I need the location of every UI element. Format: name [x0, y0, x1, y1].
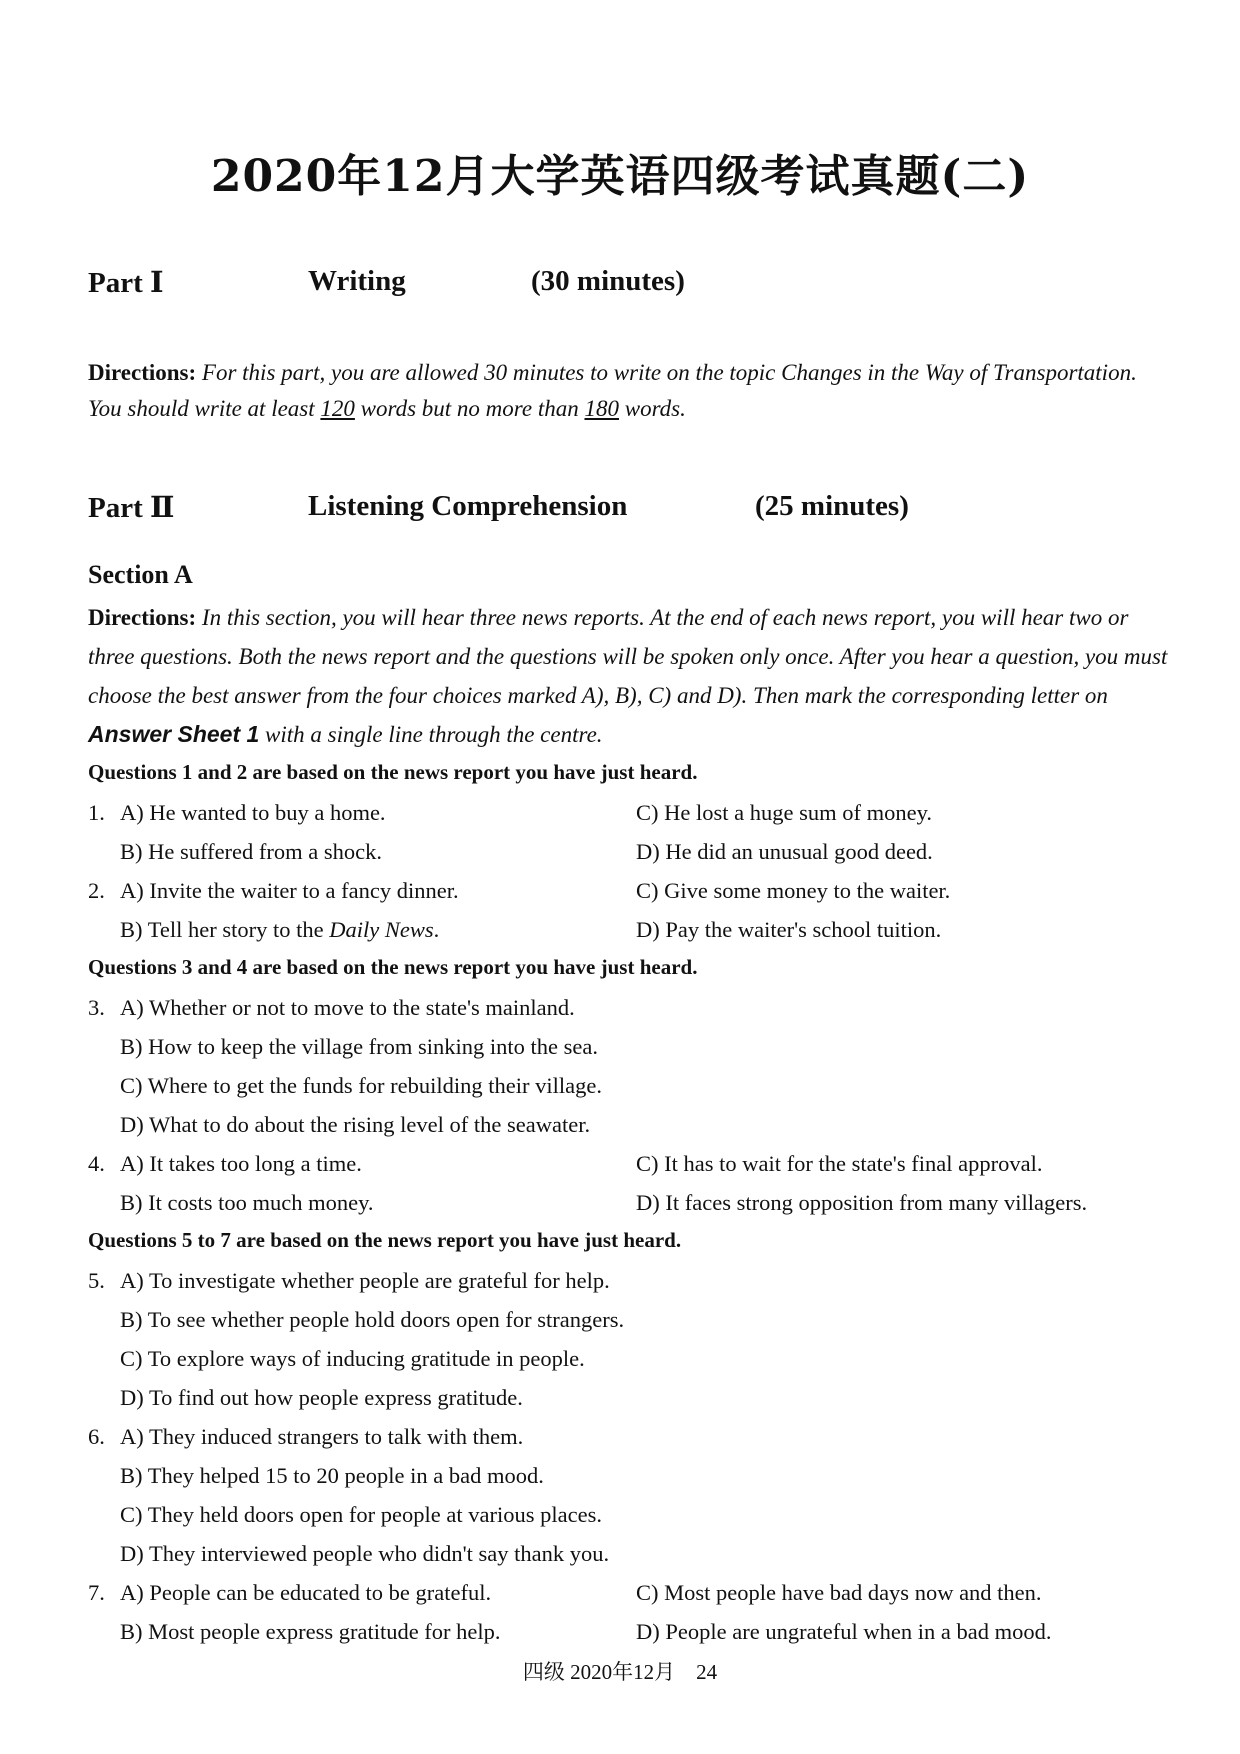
option-d: D) Pay the waiter's school tuition. [636, 917, 942, 942]
question-4-row-2 [88, 1190, 1178, 1226]
question-group-heading: Questions 3 and 4 are based on the news report you have just heard. [88, 955, 698, 979]
question-6-row-4 [88, 1541, 1178, 1577]
option-c: C) Give some money to the waiter. [636, 878, 951, 903]
option-d: D) They interviewed people who didn't say thank you. [120, 1541, 610, 1566]
question-number: 3. [88, 995, 105, 1020]
newspaper-name: Daily News [329, 917, 434, 942]
max-words: 180 [584, 396, 619, 421]
question-2-row-1 [88, 878, 1178, 914]
directions-text: with a single line through the centre. [259, 722, 603, 747]
directions-text: words. [618, 396, 686, 421]
question-3-row-3 [88, 1073, 1178, 1109]
option-a: A) People can be educated to be grateful. [120, 1580, 492, 1605]
option-a: A) It takes too long a time. [120, 1151, 362, 1176]
part1-directions [88, 355, 1168, 427]
part1-number: Part Ⅰ [88, 267, 164, 299]
part2-directions [88, 598, 1168, 754]
answer-sheet-label: Answer Sheet 1 [88, 721, 260, 747]
part1-heading [88, 265, 1180, 305]
option-d: D) He did an unusual good deed. [636, 839, 933, 864]
question-5-row-4 [88, 1385, 1178, 1421]
option-b: B) How to keep the village from sinking into the sea. [120, 1034, 599, 1059]
question-6-row-1 [88, 1424, 1178, 1460]
question-3-row-2 [88, 1034, 1178, 1070]
question-number: 1. [88, 800, 105, 825]
option-b: B) Most people express gratitude for help. [120, 1619, 501, 1644]
option-c: C) It has to wait for the state's final approval. [636, 1151, 1043, 1176]
page-footer: 四级 2020年12月 24 [522, 1660, 718, 1684]
option-b: B) He suffered from a shock. [120, 839, 383, 864]
part2-heading [88, 490, 1180, 530]
question-4-row-1 [88, 1151, 1178, 1187]
option-c: C) He lost a huge sum of money. [636, 800, 932, 825]
option-a: A) He wanted to buy a home. [120, 800, 386, 825]
part1-name: Writing [308, 265, 406, 297]
question-6-row-3 [88, 1502, 1178, 1538]
part2-number: Part Ⅱ [88, 492, 175, 524]
section-a-title: Section A [88, 560, 193, 589]
directions-label: Directions: [88, 360, 197, 385]
question-3-row-1 [88, 995, 1178, 1031]
option-d: D) People are ungrateful when in a bad mood. [636, 1619, 1052, 1644]
question-5-row-1 [88, 1268, 1178, 1304]
question-2-row-2 [88, 917, 1178, 953]
option-b: B) It costs too much money. [120, 1190, 374, 1215]
option-d: D) It faces strong opposition from many villagers. [636, 1190, 1088, 1215]
option-d: D) To find out how people express gratitude. [120, 1385, 523, 1410]
option-c: C) To explore ways of inducing gratitude in people. [120, 1346, 585, 1371]
question-1-row-1 [88, 800, 1178, 836]
part1-time: (30 minutes) [531, 265, 685, 297]
option-d: D) What to do about the rising level of the seawater. [120, 1112, 591, 1137]
directions-text: For this part, you are allowed 30 minutes to write on the topic Changes in the Way of Transportation. You should write at least [88, 360, 1137, 421]
directions-text: In this section, you will hear three news reports. At the end of each news report, you will hear two or three questions. Both the news report and the questions will be spoken only once. After you hear a question, you must choose the best answer from the four choices marked A), B), C) and D). Then mark the corresponding letter on [88, 605, 1168, 708]
question-number: 6. [88, 1424, 105, 1449]
question-number: 2. [88, 878, 105, 903]
part2-time: (25 minutes) [755, 490, 909, 522]
option-a: A) Whether or not to move to the state's mainland. [120, 995, 575, 1020]
min-words: 120 [320, 396, 355, 421]
question-number: 7. [88, 1580, 105, 1605]
option-a: A) To investigate whether people are grateful for help. [120, 1268, 610, 1293]
question-5-row-2 [88, 1307, 1178, 1343]
page-title: 2020年12月大学英语四级考试真题(二) [210, 151, 1030, 202]
question-number: 4. [88, 1151, 105, 1176]
option-a: A) They induced strangers to talk with them. [120, 1424, 524, 1449]
option-a: A) Invite the waiter to a fancy dinner. [120, 878, 459, 903]
part2-name: Listening Comprehension [308, 490, 628, 522]
option-b: B) They helped 15 to 20 people in a bad mood. [120, 1463, 544, 1488]
question-1-row-2 [88, 839, 1178, 875]
option-b: B) Tell her story to the Daily News. [120, 917, 440, 942]
directions-text: words but no more than [354, 396, 585, 421]
question-group-heading: Questions 5 to 7 are based on the news report you have just heard. [88, 1228, 682, 1252]
question-6-row-2 [88, 1463, 1178, 1499]
question-7-row-1 [88, 1580, 1178, 1616]
option-c: C) Most people have bad days now and then. [636, 1580, 1042, 1605]
question-group-heading: Questions 1 and 2 are based on the news report you have just heard. [88, 760, 698, 784]
question-7-row-2 [88, 1619, 1178, 1655]
question-3-row-4 [88, 1112, 1178, 1148]
option-c: C) They held doors open for people at various places. [120, 1502, 602, 1527]
option-c: C) Where to get the funds for rebuilding their village. [120, 1073, 602, 1098]
directions-label: Directions: [88, 605, 197, 630]
question-number: 5. [88, 1268, 105, 1293]
option-b: B) To see whether people hold doors open for strangers. [120, 1307, 625, 1332]
question-5-row-3 [88, 1346, 1178, 1382]
